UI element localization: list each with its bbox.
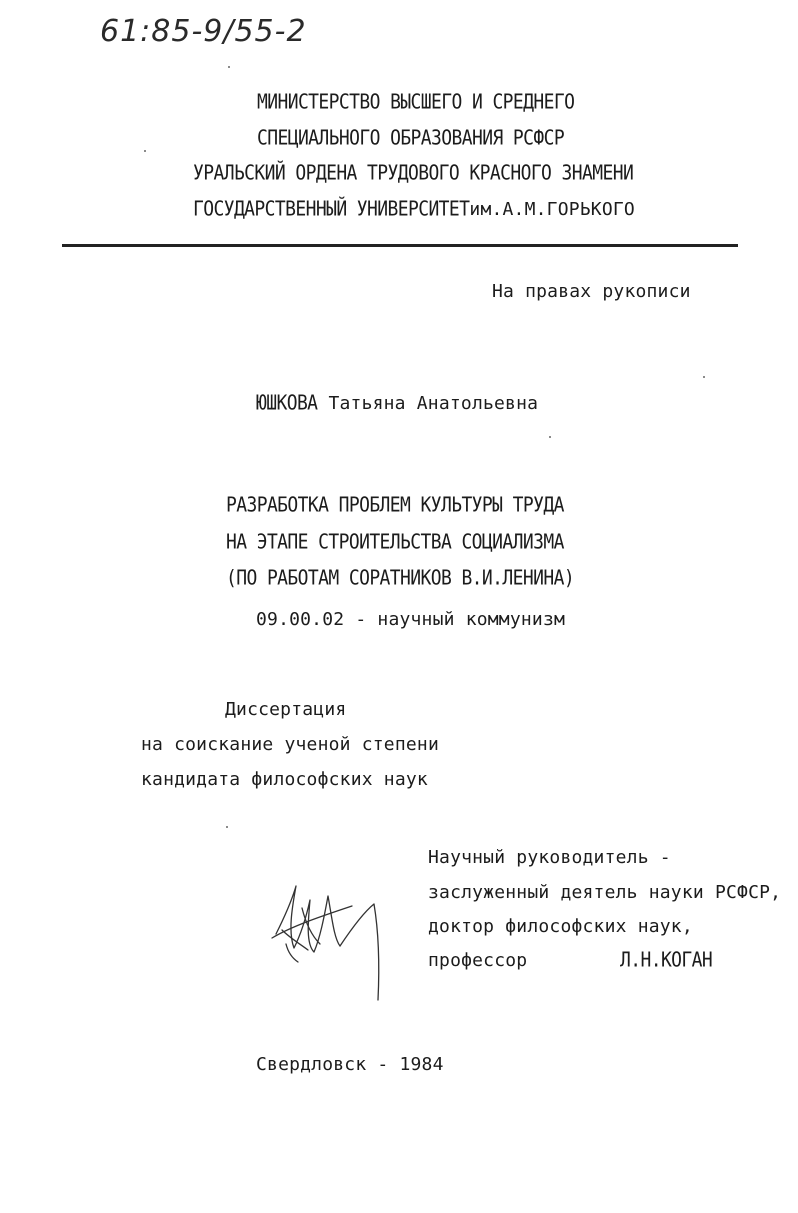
university-eponym: им.А.М.ГОРЬКОГО <box>469 199 635 220</box>
title-line-3: (ПО РАБОТАМ СОРАТНИКОВ В.И.ЛЕНИНА) <box>226 566 575 591</box>
ministry-line-1: МИНИСТЕРСТВО ВЫСШЕГО И СРЕДНЕГО <box>257 90 575 115</box>
signature <box>262 878 392 1008</box>
university-line-2 <box>193 199 635 221</box>
archive-mark: 61:85-9/55-2 <box>100 14 307 49</box>
scan-speck <box>226 826 228 828</box>
university-name: ГОСУДАРСТВЕННЫЙ УНИВЕРСИТЕТ <box>193 197 470 222</box>
supervisor-line-3: доктор философских наук, <box>428 916 693 937</box>
scan-speck <box>549 436 551 438</box>
scan-speck <box>703 376 705 378</box>
supervisor-line-2: заслуженный деятель науки РСФСР, <box>428 882 782 903</box>
title-line-1: РАЗРАБОТКА ПРОБЛЕМ КУЛЬТУРЫ ТРУДА <box>226 493 564 518</box>
supervisor-name: Л.Н.КОГАН <box>620 948 713 973</box>
author-given-names: Татьяна Анатольевна <box>317 393 539 414</box>
manuscript-note: На правах рукописи <box>492 281 691 302</box>
specialty-code: 09.00.02 - научный коммунизм <box>256 609 566 630</box>
degree-line-2: на соискание ученой степени <box>141 734 439 755</box>
supervisor-line-1: Научный руководитель - <box>428 847 671 868</box>
scan-speck <box>144 150 146 152</box>
degree-line-1: Диссертация <box>225 699 347 720</box>
author-surname: ЮШКОВА <box>256 391 318 416</box>
title-line-2: НА ЭТАПЕ СТРОИТЕЛЬСТВА СОЦИАЛИЗМА <box>226 530 564 555</box>
ministry-line-2: СПЕЦИАЛЬНОГО ОБРАЗОВАНИЯ РСФСР <box>257 126 565 151</box>
university-line-1: УРАЛЬСКИЙ ОРДЕНА ТРУДОВОГО КРАСНОГО ЗНАМЕНИ <box>193 161 634 186</box>
header-divider <box>62 244 738 247</box>
supervisor-role: профессор <box>428 950 528 971</box>
degree-line-3: кандидата философских наук <box>141 769 428 790</box>
scan-speck <box>228 66 230 68</box>
author-name <box>256 393 538 415</box>
place-and-year: Свердловск - 1984 <box>256 1054 444 1075</box>
